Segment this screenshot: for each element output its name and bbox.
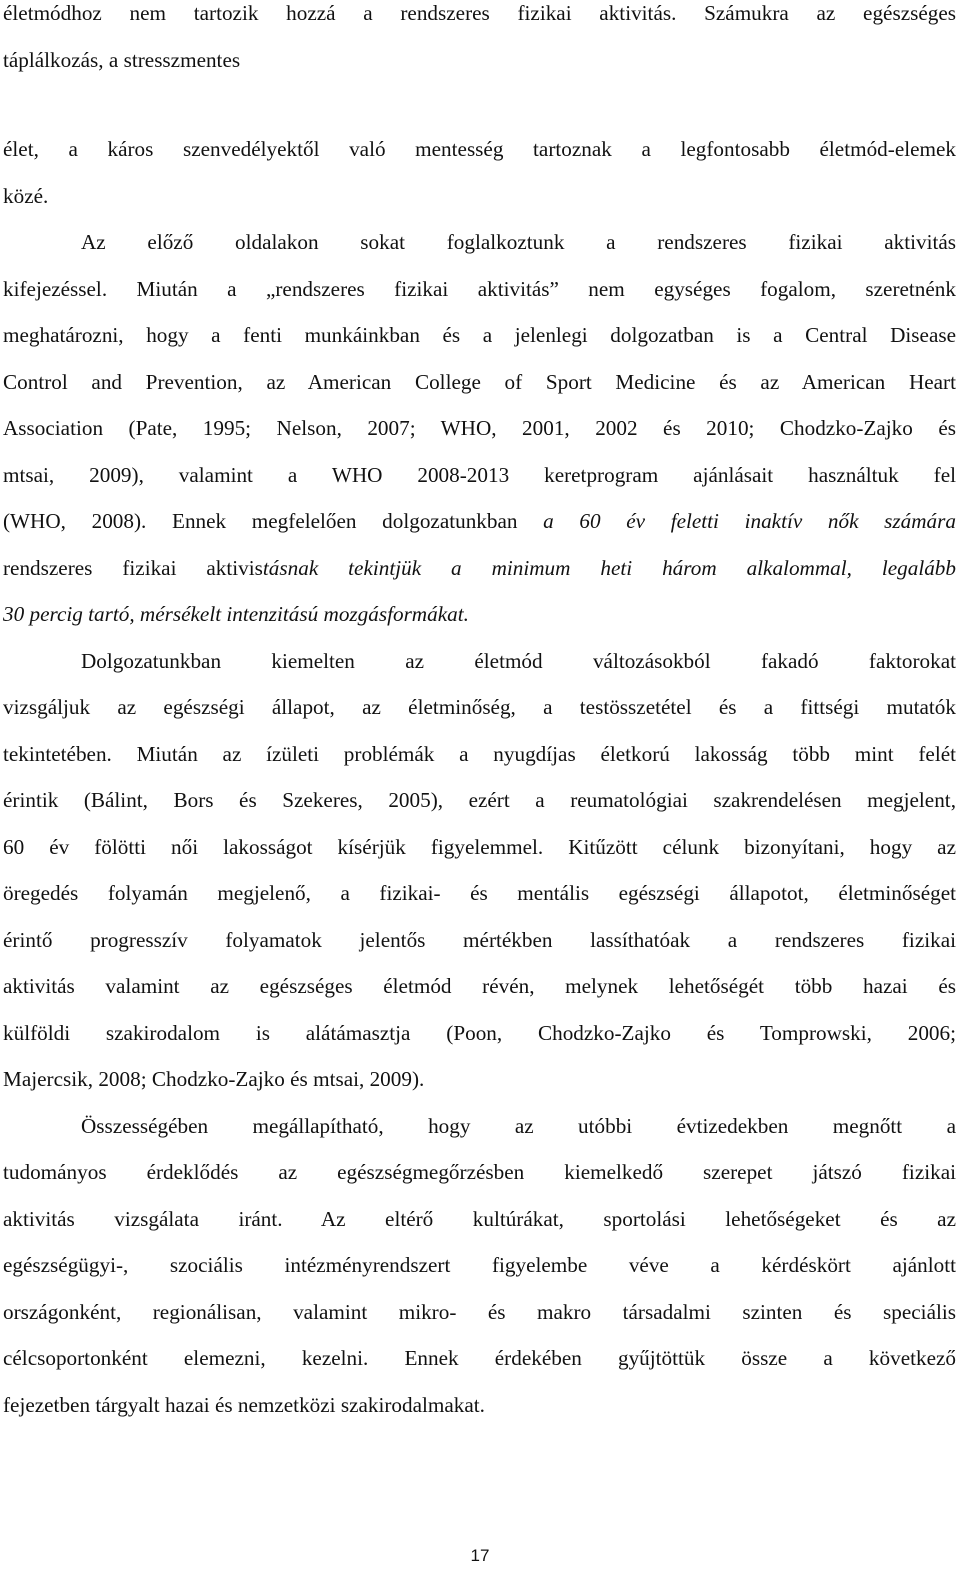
text-line: egészségügyi-, szociális intézményrendszert figyelembe véve a kérdéskört ajánlott — [3, 1253, 956, 1277]
text-line-mixed — [3, 498, 956, 545]
text-line: érintő progresszív folyamatok jelentős mértékben lassíthatóak a rendszeres fizikai — [3, 927, 956, 952]
text-line: aktivitás vizsgálata iránt. Az eltérő kultúrákat, sportolási lehetőségeket és az — [3, 1206, 956, 1231]
text-normal: (WHO, 2008). Ennek megfelelően dolgozatunkban — [3, 509, 544, 533]
text-line-mixed — [3, 591, 956, 638]
text-line: életmódhoz nem tartozik hozzá a rendszeres fizikai aktivitás. Számukra az egészséges — [3, 1, 956, 25]
text-italic: a 60 év feletti inaktív nők számára — [543, 509, 956, 533]
text-line: külföldi szakirodalom is alátámasztja (Poon, Chodzko-Zajko és Tomprowski, 2006; — [3, 1020, 956, 1045]
text-line: élet, a káros szenvedélyektől való mentesség tartoznak a legfontosabb életmód-elemek — [3, 137, 956, 161]
text-line-mixed — [3, 545, 956, 592]
text-line: érintik (Bálint, Bors és Szekeres, 2005), ezért a reumatológiai szakrendelésen megjelent, — [3, 788, 956, 812]
text-line: 60 év fölötti női lakosságot kísérjük figyelemmel. Kitűzött célunk bizonyítani, hogy az — [3, 834, 956, 859]
text-line: célcsoportonként elemezni, kezelni. Ennek érdekében gyűjtöttük össze a következő — [3, 1346, 956, 1370]
text-line: vizsgáljuk az egészségi állapot, az életminőség, a testösszetétel és a fittségi mutatók — [3, 695, 956, 719]
text-italic: tásnak tekintjük a minimum heti három alkalommal, legalább — [262, 555, 956, 580]
text-line: aktivitás valamint az egészséges életmód révén, melynek lehetőségét több hazai és — [3, 974, 956, 998]
text-line: meghatározni, hogy a fenti munkáinkban és a jelenlegi dolgozatban is a Central Disease — [3, 323, 956, 347]
text-line: Az előző oldalakon sokat foglalkoztunk a rendszeres fizikai aktivitás — [81, 230, 956, 254]
text-line: közé. — [3, 183, 49, 208]
paragraph-main — [3, 126, 956, 1428]
text-line: Majercsik, 2008; Chodzko-Zajko és mtsai, 2009). — [3, 1067, 425, 1091]
text-line: Association (Pate, 1995; Nelson, 2007; WHO, 2001, 2002 és 2010; Chodzko-Zajko és — [3, 416, 956, 440]
text-line: Control and Prevention, az American College of Sport Medicine és az American Heart — [3, 369, 956, 394]
text-line: Összességében megállapítható, hogy az utóbbi évtizedekben megnőtt a — [81, 1113, 956, 1138]
text-italic: 30 percig tartó, mérsékelt intenzitású mozgásformákat. — [3, 602, 469, 626]
text-line: kifejezéssel. Miután a „rendszeres fizikai aktivitás” nem egységes fogalom, szeretnénk — [3, 276, 956, 301]
page-number: 17 — [470, 1546, 490, 1565]
paragraph-intro — [3, 0, 956, 83]
text-line: tudományos érdeklődés az egészségmegőrzésben kiemelkedő szerepet játszó fizikai — [3, 1160, 956, 1184]
text-line: tekintetében. Miután az ízületi problémák a nyugdíjas életkorú lakosság több mint felét — [3, 741, 956, 766]
text-line: öregedés folyamán megjelenő, a fizikai- és mentális egészségi állapotot, életminőséget — [3, 881, 956, 905]
text-line: fejezetben tárgyalt hazai és nemzetközi szakirodalmakat. — [3, 1392, 485, 1417]
text-line: mtsai, 2009), valamint a WHO 2008-2013 keretprogram ajánlásait használtuk fel — [3, 462, 956, 487]
text-normal: rendszeres fizikai aktivis — [3, 555, 263, 580]
text-line: táplálkozás, a stresszmentes — [3, 47, 241, 72]
text-line: Dolgozatunkban kiemelten az életmód változásokból fakadó faktorokat — [81, 648, 956, 673]
text-line: országonként, regionálisan, valamint mikro- és makro társadalmi szinten és speciális — [3, 1299, 956, 1324]
